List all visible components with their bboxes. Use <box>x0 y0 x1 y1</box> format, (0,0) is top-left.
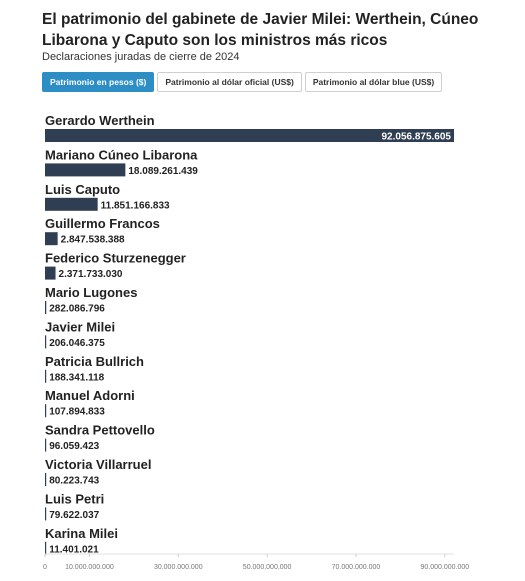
bar <box>45 370 46 383</box>
category-label: Sandra Pettovello <box>45 422 155 438</box>
value-label: 11.851.166.833 <box>100 200 170 212</box>
x-tick-label: 50.000.000.000 <box>242 564 292 571</box>
category-label: Karina Milei <box>45 525 118 541</box>
category-label: Luis Caputo <box>45 181 121 197</box>
category-label: Patricia Bullrich <box>45 353 144 369</box>
x-tick-label: 0 <box>43 564 47 571</box>
tab-dolar-blue[interactable]: Patrimonio al dólar blue (US$) <box>305 72 442 92</box>
bar <box>45 404 46 417</box>
value-label: 2.847.538.388 <box>60 234 125 246</box>
category-label: Federico Sturzenegger <box>45 250 186 266</box>
bar <box>45 232 58 245</box>
chart-subtitle: Declaraciones juradas de cierre de 2024 <box>42 51 240 63</box>
category-label: Manuel Adorni <box>45 388 135 404</box>
bar <box>45 439 46 452</box>
bar <box>45 473 46 486</box>
chart-title: El patrimonio del gabinete de Javier Milei: Werthein, Cúneo Libarona y Caputo son los ministros más ricos <box>42 11 479 49</box>
value-label: 18.089.261.439 <box>128 165 198 177</box>
category-label: Victoria Villarruel <box>45 457 152 472</box>
value-label: 188.341.118 <box>49 372 105 384</box>
category-label: Guillermo Francos <box>45 216 160 232</box>
bar <box>45 542 46 555</box>
x-tick-label: 30.000.000.000 <box>153 564 203 571</box>
x-tick-label: 90.000.000.000 <box>420 564 470 571</box>
x-tick-label: 70.000.000.000 <box>331 564 381 571</box>
category-label: Mario Lugones <box>45 285 138 300</box>
value-label: 282.086.796 <box>49 303 105 315</box>
bar <box>45 301 46 314</box>
bar <box>45 267 56 280</box>
value-label: 80.223.743 <box>49 475 100 487</box>
category-label: Javier Milei <box>45 319 116 335</box>
category-label: Gerardo Werthein <box>45 113 155 128</box>
bar <box>45 507 46 520</box>
category-label: Luis Petri <box>45 491 105 507</box>
bar <box>45 198 98 211</box>
value-label: 92.056.875.605 <box>381 131 451 143</box>
value-label: 96.059.423 <box>49 441 100 453</box>
value-label: 2.371.733.030 <box>58 269 123 281</box>
bar <box>45 163 125 176</box>
value-label: 79.622.037 <box>49 509 100 521</box>
value-label: 107.894.833 <box>49 406 105 418</box>
tab-pesos[interactable]: Patrimonio en pesos ($) <box>42 72 154 92</box>
tab-dolar-oficial[interactable]: Patrimonio al dólar oficial (US$) <box>157 72 301 92</box>
value-label: 206.046.375 <box>49 337 105 349</box>
value-label: 11.401.021 <box>49 544 99 556</box>
category-label: Mariano Cúneo Libarona <box>45 147 198 163</box>
x-tick-label: 10.000.000.000 <box>65 564 114 571</box>
bar <box>45 335 46 348</box>
